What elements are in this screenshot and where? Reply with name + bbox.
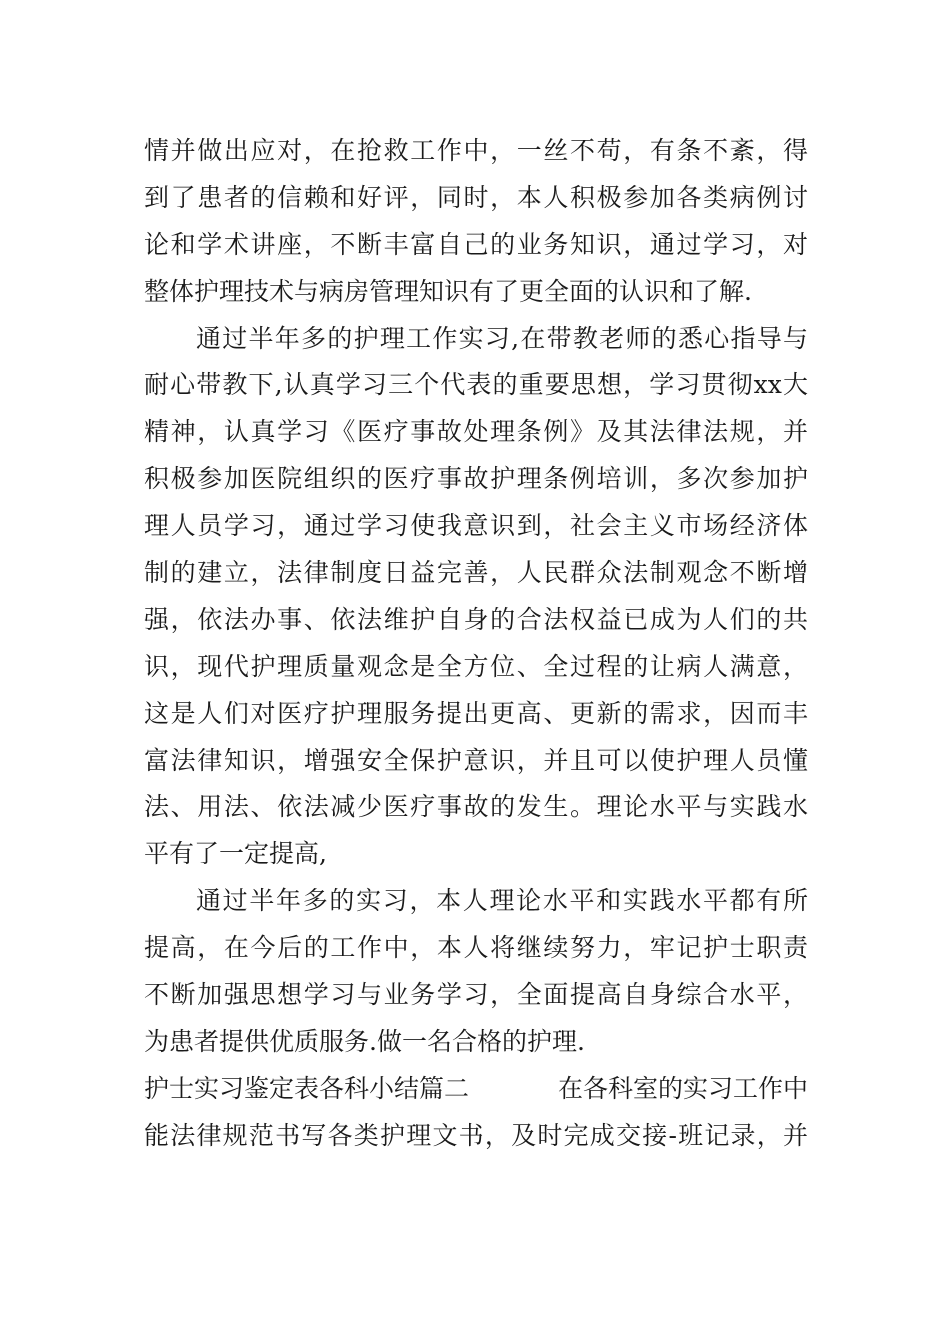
text-line: 这是人们对医疗护理服务提出更高、更新的需求，因而丰 — [144, 698, 808, 728]
text-line: 富法律知识，增强安全保护意识，并且可以使护理人员懂 — [144, 745, 808, 775]
text-line: 耐心带教下,认真学习三个代表的重要思想，学习贯彻xx大 — [144, 370, 808, 400]
text-line: 制的建立，法律制度日益完善，人民群众法制观念不断增 — [144, 558, 808, 588]
text-line: 精神，认真学习《医疗事故处理条例》及其法律法规，并 — [144, 417, 808, 447]
section-2 — [144, 1066, 808, 1160]
text-line: 为患者提供优质服务.做一名合格的护理. — [144, 1026, 585, 1056]
section-heading-line — [144, 1066, 808, 1113]
text-line: 积极参加医院组织的医疗事故护理条例培训，多次参加护 — [144, 464, 808, 494]
text-line: 平有了一定提高, — [144, 839, 327, 869]
text-line: 能法律规范书写各类护理文书，及时完成交接-班记录，并 — [144, 1120, 808, 1150]
section-heading: 护士实习鉴定表各科小结篇二 — [144, 1073, 470, 1103]
text-line: 强，依法办事、依法维护自身的合法权益已成为人们的共 — [144, 604, 808, 634]
paragraph-3 — [144, 878, 808, 1066]
text-line: 情并做出应对，在抢救工作中，一丝不苟，有条不紊，得 — [144, 136, 808, 165]
text-line: 到了患者的信赖和好评，同时，本人积极参加各类病例讨 — [144, 182, 808, 212]
text-line: 识，现代护理质量观念是全方位、全过程的让病人满意， — [144, 651, 808, 681]
text-line: 通过半年多的实习，本人理论水平和实践水平都有所 — [196, 886, 808, 916]
text-line: 在各科室的实习工作中 — [557, 1073, 808, 1103]
text-line: 整体护理技术与病房管理知识有了更全面的认识和了解. — [144, 276, 752, 306]
text-line: 理人员学习，通过学习使我意识到，社会主义市场经济体 — [144, 511, 808, 541]
paragraph-2 — [144, 316, 808, 879]
text-line: 论和学术讲座，不断丰富自己的业务知识，通过学习，对 — [144, 229, 808, 259]
text-line: 提高，在今后的工作中，本人将继续努力，牢记护士职责 — [144, 933, 808, 963]
text-line: 不断加强思想学习与业务学习，全面提高自身综合水平， — [144, 980, 808, 1010]
document-body — [144, 128, 808, 1160]
paragraph-1 — [144, 128, 808, 316]
text-line: 法、用法、依法减少医疗事故的发生。理论水平与实践水 — [144, 792, 808, 822]
text-line: 通过半年多的护理工作实习,在带教老师的悉心指导与 — [196, 323, 808, 353]
